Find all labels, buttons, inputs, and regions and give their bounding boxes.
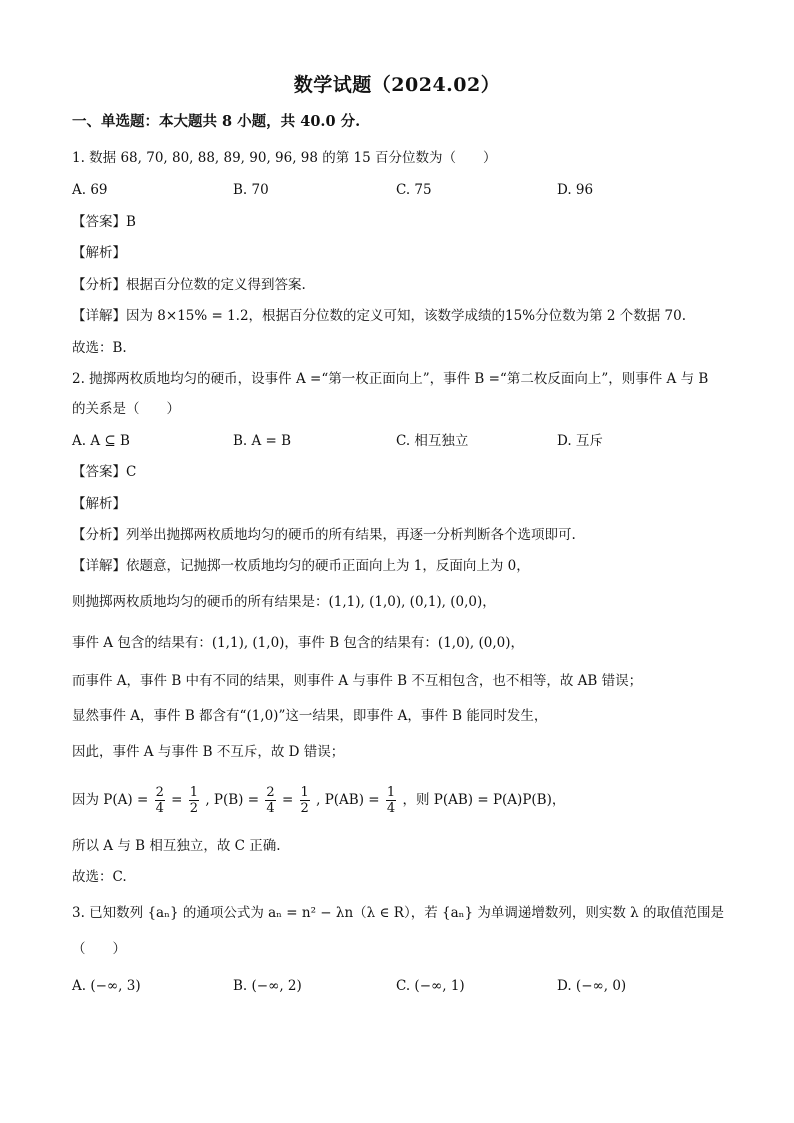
q3-stem-line2: （ ） [72,941,126,957]
q2-jiexi: 【解析】 [72,496,126,512]
q2-line-not-contained: 而事件 A，事件 B 中有不同的结果，则事件 A 与事件 B 不互相包含，也不相等，故 AB 错误； [72,673,643,689]
q3-option-d: D. (−∞, 0) [557,978,627,994]
q2-option-d: D. 互斥 [557,433,603,449]
q1-fenxi: 【分析】根据百分位数的定义得到答案. [72,277,306,293]
q2-stem-line1: 2. 抛掷两枚质地均匀的硬币，设事件 A =“第一枚正面向上”，事件 B =“第二枚反面向上”，则事件 A 与 B [72,371,709,387]
q1-jiexi: 【解析】 [72,245,126,261]
prob-pb: , P(B) = [205,792,260,808]
q1-option-b: B. 70 [233,182,269,198]
q3-stem-line1: 3. 已知数列 {aₙ} 的通项公式为 aₙ = n² − λn（λ ∈ R），若 {aₙ} 为单调递增数列，则实数 λ 的取值范围是 [72,905,724,921]
q2-line-independent: 所以 A 与 B 相互独立，故 C 正确. [72,838,281,854]
q2-fenxi: 【分析】列举出抛掷两枚质地均匀的硬币的所有结果，再逐一分析判断各个选项即可. [72,527,576,543]
fraction-2-4-b: $\frac{2}{4}$ [266,785,275,816]
fraction-1-2-b: $\frac{1}{2}$ [300,785,309,816]
q2-line-not-exclusive: 因此，事件 A 与事件 B 不互斥，故 D 错误； [72,744,345,760]
prob-suffix: ，则 P(AB) = P(A)P(B)， [402,792,566,808]
section-heading: 一、单选题：本大题共 8 小题，共 40.0 分. [72,113,361,130]
q2-line-outcomes: 则抛掷两枚质地均匀的硬币的所有结果是：(1,1), (1,0), (0,1), (0,0)， [72,594,496,610]
fraction-1-2: $\frac{1}{2}$ [189,785,199,816]
q2-option-c: C. 相互独立 [396,433,469,449]
page-title: 数学试题（2024.02） [293,74,501,96]
q2-line-common-outcome: 显然事件 A，事件 B 都含有“(1,0)”这一结果，即事件 A，事件 B 能同时发生， [72,708,548,724]
q3-option-a: A. (−∞, 3) [72,978,141,994]
q2-answer: 【答案】C [72,464,137,480]
fraction-2-4: $\frac{2}{4}$ [155,785,164,816]
q1-stem: 1. 数据 68, 70, 80, 88, 89, 90, 96, 98 的第 15 百分位数为（ ） [72,150,497,166]
q1-option-a: A. 69 [72,182,108,198]
q2-conclusion: 故选：C. [72,869,127,885]
q2-option-a: A. A ⊆ B [72,433,130,449]
q1-answer: 【答案】B [72,214,136,230]
q1-option-d: D. 96 [557,182,594,198]
q1-xiangjie: 【详解】因为 8×15% = 1.2，根据百分位数的定义可知，该数学成绩的15%分位数为第 2 个数据 70. [72,308,686,324]
q1-option-c: C. 75 [396,182,432,198]
q2-probability-line: 因为 P(A) = $\frac{2}{4}$ = $\frac{1}{2}$ , P(B) = $\frac{2}{4}$ = $\frac{1}{2}$ , P(AB) = $\frac{1}{4}$ ，则 P(AB) = P(A)P(B)， [72,785,566,816]
q1-conclusion: 故选：B. [72,340,127,356]
prob-prefix: 因为 P(A) = [72,792,149,808]
q2-option-b: B. A = B [233,433,292,449]
q3-option-b: B. (−∞, 2) [233,978,302,994]
q2-xiangjie: 【详解】依题意，记抛掷一枚质地均匀的硬币正面向上为 1，反面向上为 0， [72,558,530,574]
q2-stem-line2: 的关系是（ ） [72,401,180,417]
fraction-1-4: $\frac{1}{4}$ [386,785,396,816]
q3-option-c: C. (−∞, 1) [396,978,465,994]
prob-pab: , P(AB) = [316,792,380,808]
q2-line-events: 事件 A 包含的结果有：(1,1), (1,0)，事件 B 包含的结果有：(1,0), (0,0)， [72,635,525,651]
